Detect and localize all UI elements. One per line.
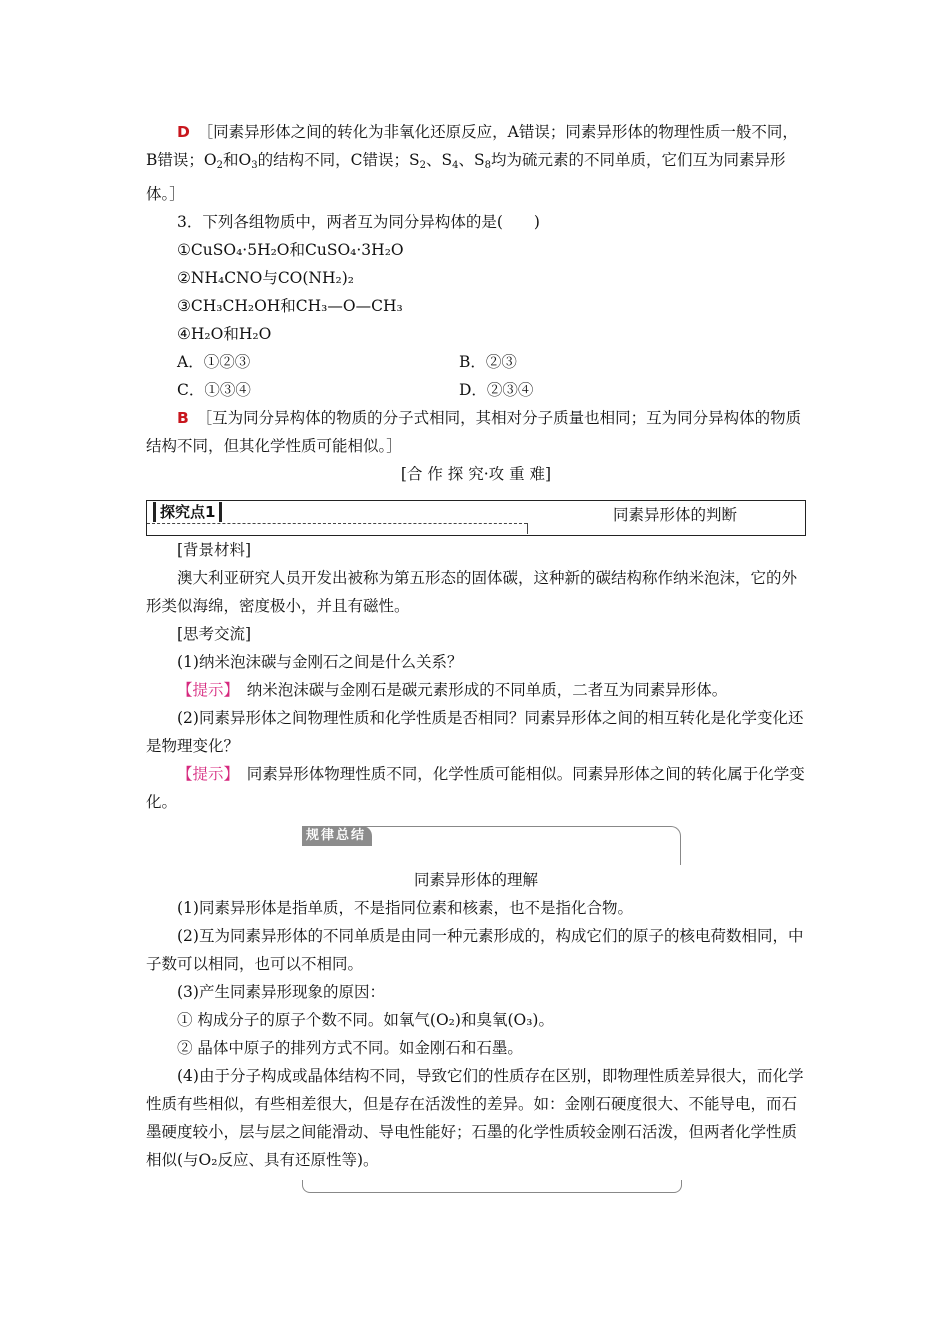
summary-point-4: (4)由于分子构成或晶体结构不同，导致它们的性质存在区别，即物理性质差异很大，而化学性质有些相似，有些相差很大，但是存在活泼性的差异。如：金刚石硬度很大、不能导电，而石墨硬度较小，层与层之间能滑动、导电性能好；石墨的化学性质较金刚石活泼，但两者化学性质相似(与O₂反应、具有还原性等)。	[146, 1067, 804, 1169]
think-answer-2: 【提示】 同素异形体物理性质不同，化学性质可能相似。同素异形体之间的转化属于化学变化。	[146, 765, 805, 811]
dashed-divider	[147, 523, 527, 524]
document-page	[146, 118, 806, 1193]
background-text: 澳大利亚研究人员开发出被称为第五形态的固体碳，这种新的碳结构称作纳米泡沫，它的外形类似海绵，密度极小，并且有磁性。	[146, 569, 798, 615]
summary-box-bottom	[302, 1180, 682, 1193]
option-c: C．①③④	[177, 381, 251, 399]
option-b: B．②③	[459, 353, 517, 371]
question-3-item-3: ③CH₃CH₂OH和CH₃—O—CH₃	[177, 297, 403, 315]
summary-title: 同素异形体的理解	[413, 871, 538, 889]
summary-point-3: (3)产生同素异形现象的原因：	[177, 983, 385, 1001]
tanjiu-tag: 探究点1	[153, 502, 222, 522]
think-answer-1: 【提示】 纳米泡沫碳与金刚石是碳元素形成的不同单质，二者互为同素异形体。	[177, 681, 728, 699]
think-question-1: (1)纳米泡沫碳与金刚石之间是什么关系？	[177, 653, 463, 671]
answer-3-explanation: B ［互为同分异构体的物质的分子式相同，其相对分子质量也相同；互为同分异构体的物质结构不同，但其化学性质可能相似。］	[146, 409, 802, 455]
answer-letter: D	[177, 123, 190, 141]
hint-label: 【提示】	[177, 765, 232, 783]
divider-tick	[527, 523, 528, 534]
question-3-item-4: ④H₂O和H₂O	[177, 325, 272, 343]
answer-letter: B	[177, 409, 189, 427]
question-3-item-1: ①CuSO₄·5H₂O和CuSO₄·3H₂O	[177, 241, 404, 259]
tanjiu-header	[146, 500, 806, 536]
summary-point-2: (2)互为同素异形体的不同单质是由同一种元素形成的，构成它们的原子的核电荷数相同，中子数可以相同，也可以不相同。	[146, 927, 804, 973]
summary-point-1: (1)同素异形体是指单质，不是指同位素和核素，也不是指化合物。	[177, 899, 633, 917]
background-label: [背景材料]	[177, 541, 252, 559]
think-label: [思考交流]	[177, 625, 252, 643]
answer-2-explanation: D ［同素异形体之间的转化为非氧化还原反应，A错误；同素异形体的物理性质一般不同，B错误；$O_2$和$O_3$的结构不同，C错误；$S_2$、$S_4$、$S_8$均为硫元素的不同单质，它们互为同素异形体。］	[146, 123, 798, 203]
option-a: A．①②③	[177, 353, 251, 371]
summary-point-3b: ② 晶体中原子的排列方式不同。如金刚石和石墨。	[177, 1039, 523, 1057]
option-d: D．②③④	[459, 381, 534, 399]
hint-label: 【提示】	[177, 681, 232, 699]
think-question-2: (2)同素异形体之间物理性质和化学性质是否相同？同素异形体之间的相互转化是化学变化还是物理变化？	[146, 709, 804, 755]
question-3-options-row-2	[146, 376, 806, 404]
question-3-stem: 3．下列各组物质中，两者互为同分异构体的是( )	[177, 213, 540, 231]
summary-point-3a: ① 构成分子的原子个数不同。如氧气(O₂)和臭氧(O₃)。	[177, 1011, 554, 1029]
question-3-options-row-1	[146, 348, 806, 376]
section-heading: [合 作 探 究·攻 重 难]	[400, 465, 552, 483]
summary-tag: 规律总结	[302, 826, 372, 846]
question-3-item-2: ②NH₄CNO与CO(NH₂)₂	[177, 269, 354, 287]
summary-box-top	[302, 826, 680, 866]
tanjiu-title: 同素异形体的判断	[612, 506, 737, 524]
